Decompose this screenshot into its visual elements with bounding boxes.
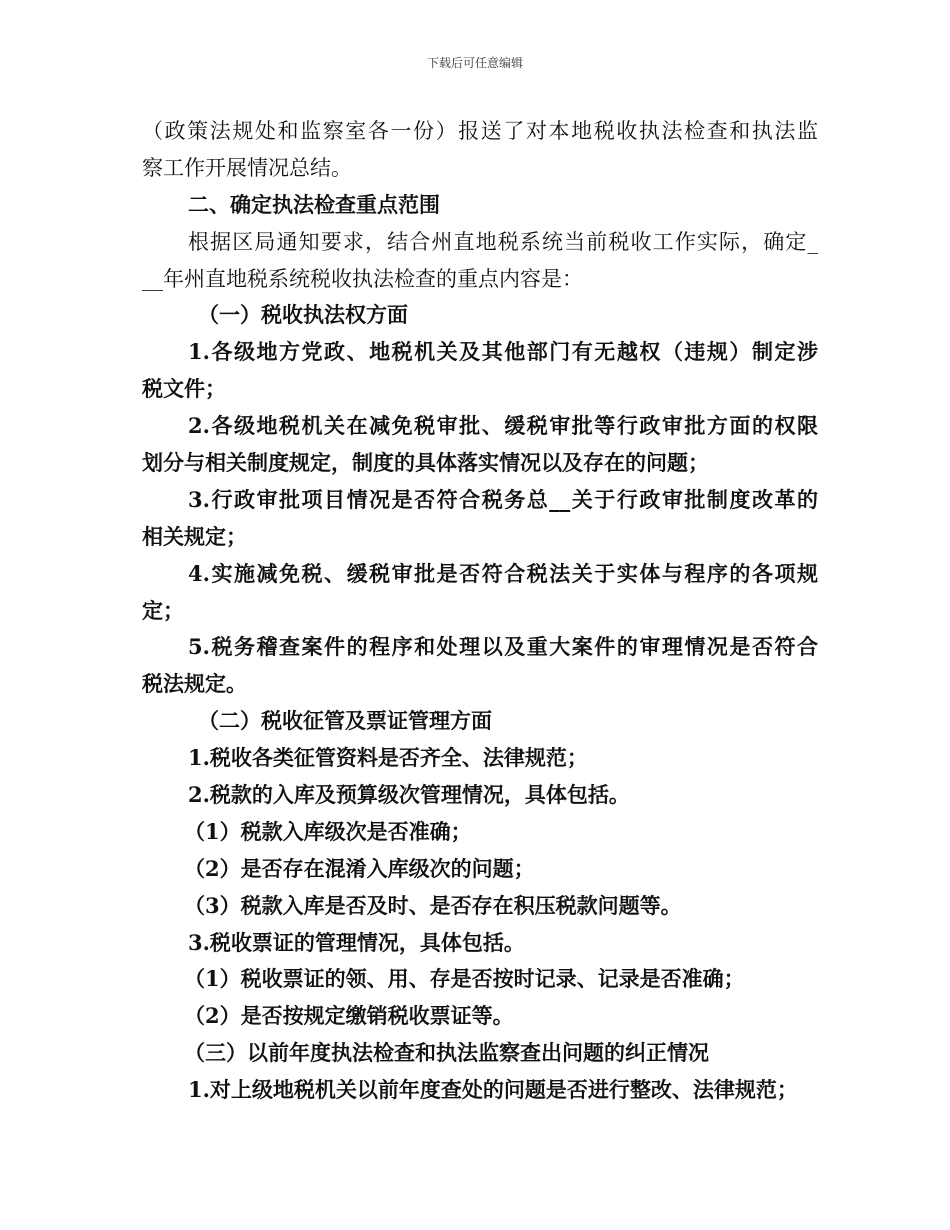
list-item: （1）税收票证的领、用、存是否按时记录、记录是否准确； [184,966,745,992]
list-item: 1.各级地方党政、地税机关及其他部门有无越权（违规）制定涉 [188,339,818,365]
list-item: 税法规定。 [142,671,247,697]
list-item: 2.税款的入库及预算级次管理情况，具体包括。 [188,782,630,808]
list-item: 定； [142,597,184,623]
page-header: 下载后可任意编辑 [426,56,523,70]
list-item: 划分与相关制度规定，制度的具体落实情况以及存在的问题； [142,450,709,476]
list-item: 2.各级地税机关在减免税审批、缓税审批等行政审批方面的权限 [188,413,818,439]
subsection-heading: （三）以前年度执法检查和执法监察查出问题的纠正情况 [184,1040,709,1066]
list-item: （3）税款入库是否及时、是否存在积压税款问题等。 [184,892,682,918]
list-item: 5.税务稽查案件的程序和处理以及重大案件的审理情况是否符合 [188,634,818,660]
section-heading: 二、确定执法检查重点范围 [188,191,440,217]
paragraph-line: 根据区局通知要求，结合州直地税系统当前税收工作实际，确定_ [188,229,818,254]
list-item: 1.对上级地税机关以前年度查处的问题是否进行整改、法律规范； [188,1077,798,1103]
subsection-heading: （二）税收征管及票证管理方面 [198,708,492,734]
list-item: 1.税收各类征管资料是否齐全、法律规范； [188,745,588,771]
list-item: 3.税收票证的管理情况，具体包括。 [188,929,525,955]
list-item: 4.实施减免税、缓税审批是否符合税法关于实体与程序的各项规 [188,560,818,586]
list-item: 税文件； [142,376,226,402]
list-item: （2）是否存在混淆入库级次的问题； [184,855,535,881]
list-item: （2）是否按规定缴销税收票证等。 [184,1003,514,1029]
list-item: 3.行政审批项目情况是否符合税务总__关于行政审批制度改革的 [188,486,818,512]
paragraph-line: __年州直地税系统税收执法检查的重点内容是： [142,266,583,291]
subsection-heading: （一）税收执法权方面 [198,302,408,328]
list-item: 相关规定； [142,523,247,549]
paragraph-line: 察工作开展情况总结。 [142,155,352,180]
paragraph-line: （政策法规处和监察室各一份）报送了对本地税收执法检查和执法监 [142,119,818,143]
list-item: （1）税款入库级次是否准确； [184,818,472,844]
document-body [142,113,818,1109]
